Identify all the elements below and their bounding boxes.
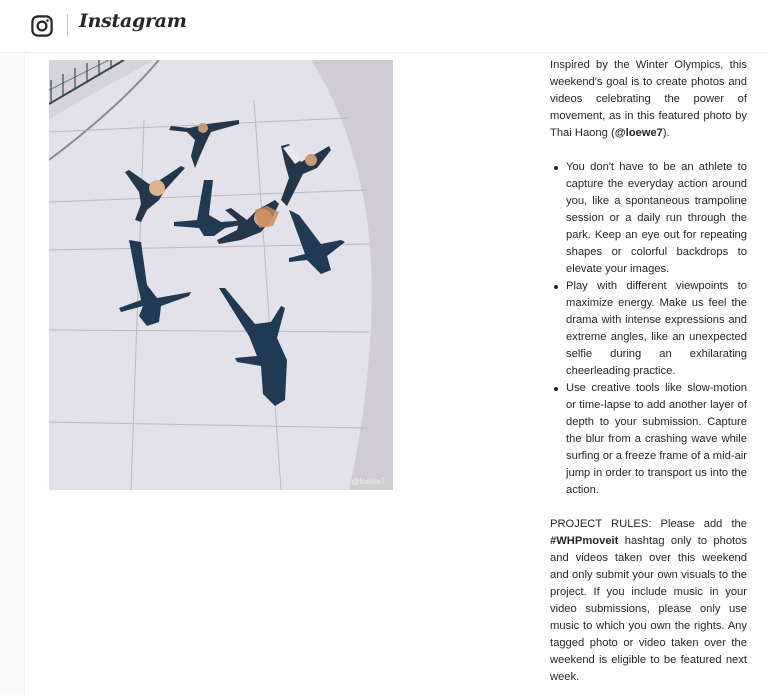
photographer-handle-link[interactable]: @loewe7: [614, 127, 663, 139]
intro-text-end: ).: [662, 127, 670, 139]
article-text: [550, 57, 747, 695]
project-rules-paragraph: [550, 516, 747, 686]
hashtag-link[interactable]: #WHPmoveit: [550, 535, 619, 547]
header-divider: [67, 14, 68, 37]
top-nav-bar: [0, 0, 768, 53]
featured-photo: [49, 60, 393, 490]
photo-watermark: @loewe7: [351, 477, 385, 486]
intro-paragraph: [550, 57, 747, 142]
rules-text-end: hashtag only to photos and videos taken over this weekend and only submit your own visuals to the project. If you include music in your video submissions, please only use music to which you own the rights. Any tagged photo or video taken over the weekend is eligible to be featured next week.: [550, 535, 747, 683]
tips-list: [550, 159, 747, 499]
rules-text: PROJECT RULES: Please add the: [550, 518, 747, 530]
left-gutter: [0, 54, 25, 695]
tip-item: Play with different viewpoints to maximize energy. Make us feel the drama with intense expressions and extreme angles, like an unexpected selfie during an exhilarating cheerleading practice.: [550, 278, 747, 380]
intro-text: Inspired by the Winter Olympics, this weekend's goal is to create photos and videos celebrating the power of movement, as in this featured photo by Thai Haong (: [550, 59, 747, 139]
instagram-wordmark[interactable]: Instagram: [79, 10, 187, 32]
tip-item: Use creative tools like slow-motion or time-lapse to add another layer of depth to your submission. Capture the blur from a crashing wave while surfing or a freeze frame of a mid-air jump in order to transport us into the action.: [550, 380, 747, 499]
tip-item: You don't have to be an athlete to capture the everyday action around you, like a spontaneous trampoline session or a daily run through the park. Keep an eye out for repeating shapes or colorful backdrops to elevate your images.: [550, 159, 747, 278]
featured-photo-illustration: [49, 60, 393, 490]
instagram-camera-icon[interactable]: [31, 15, 53, 37]
